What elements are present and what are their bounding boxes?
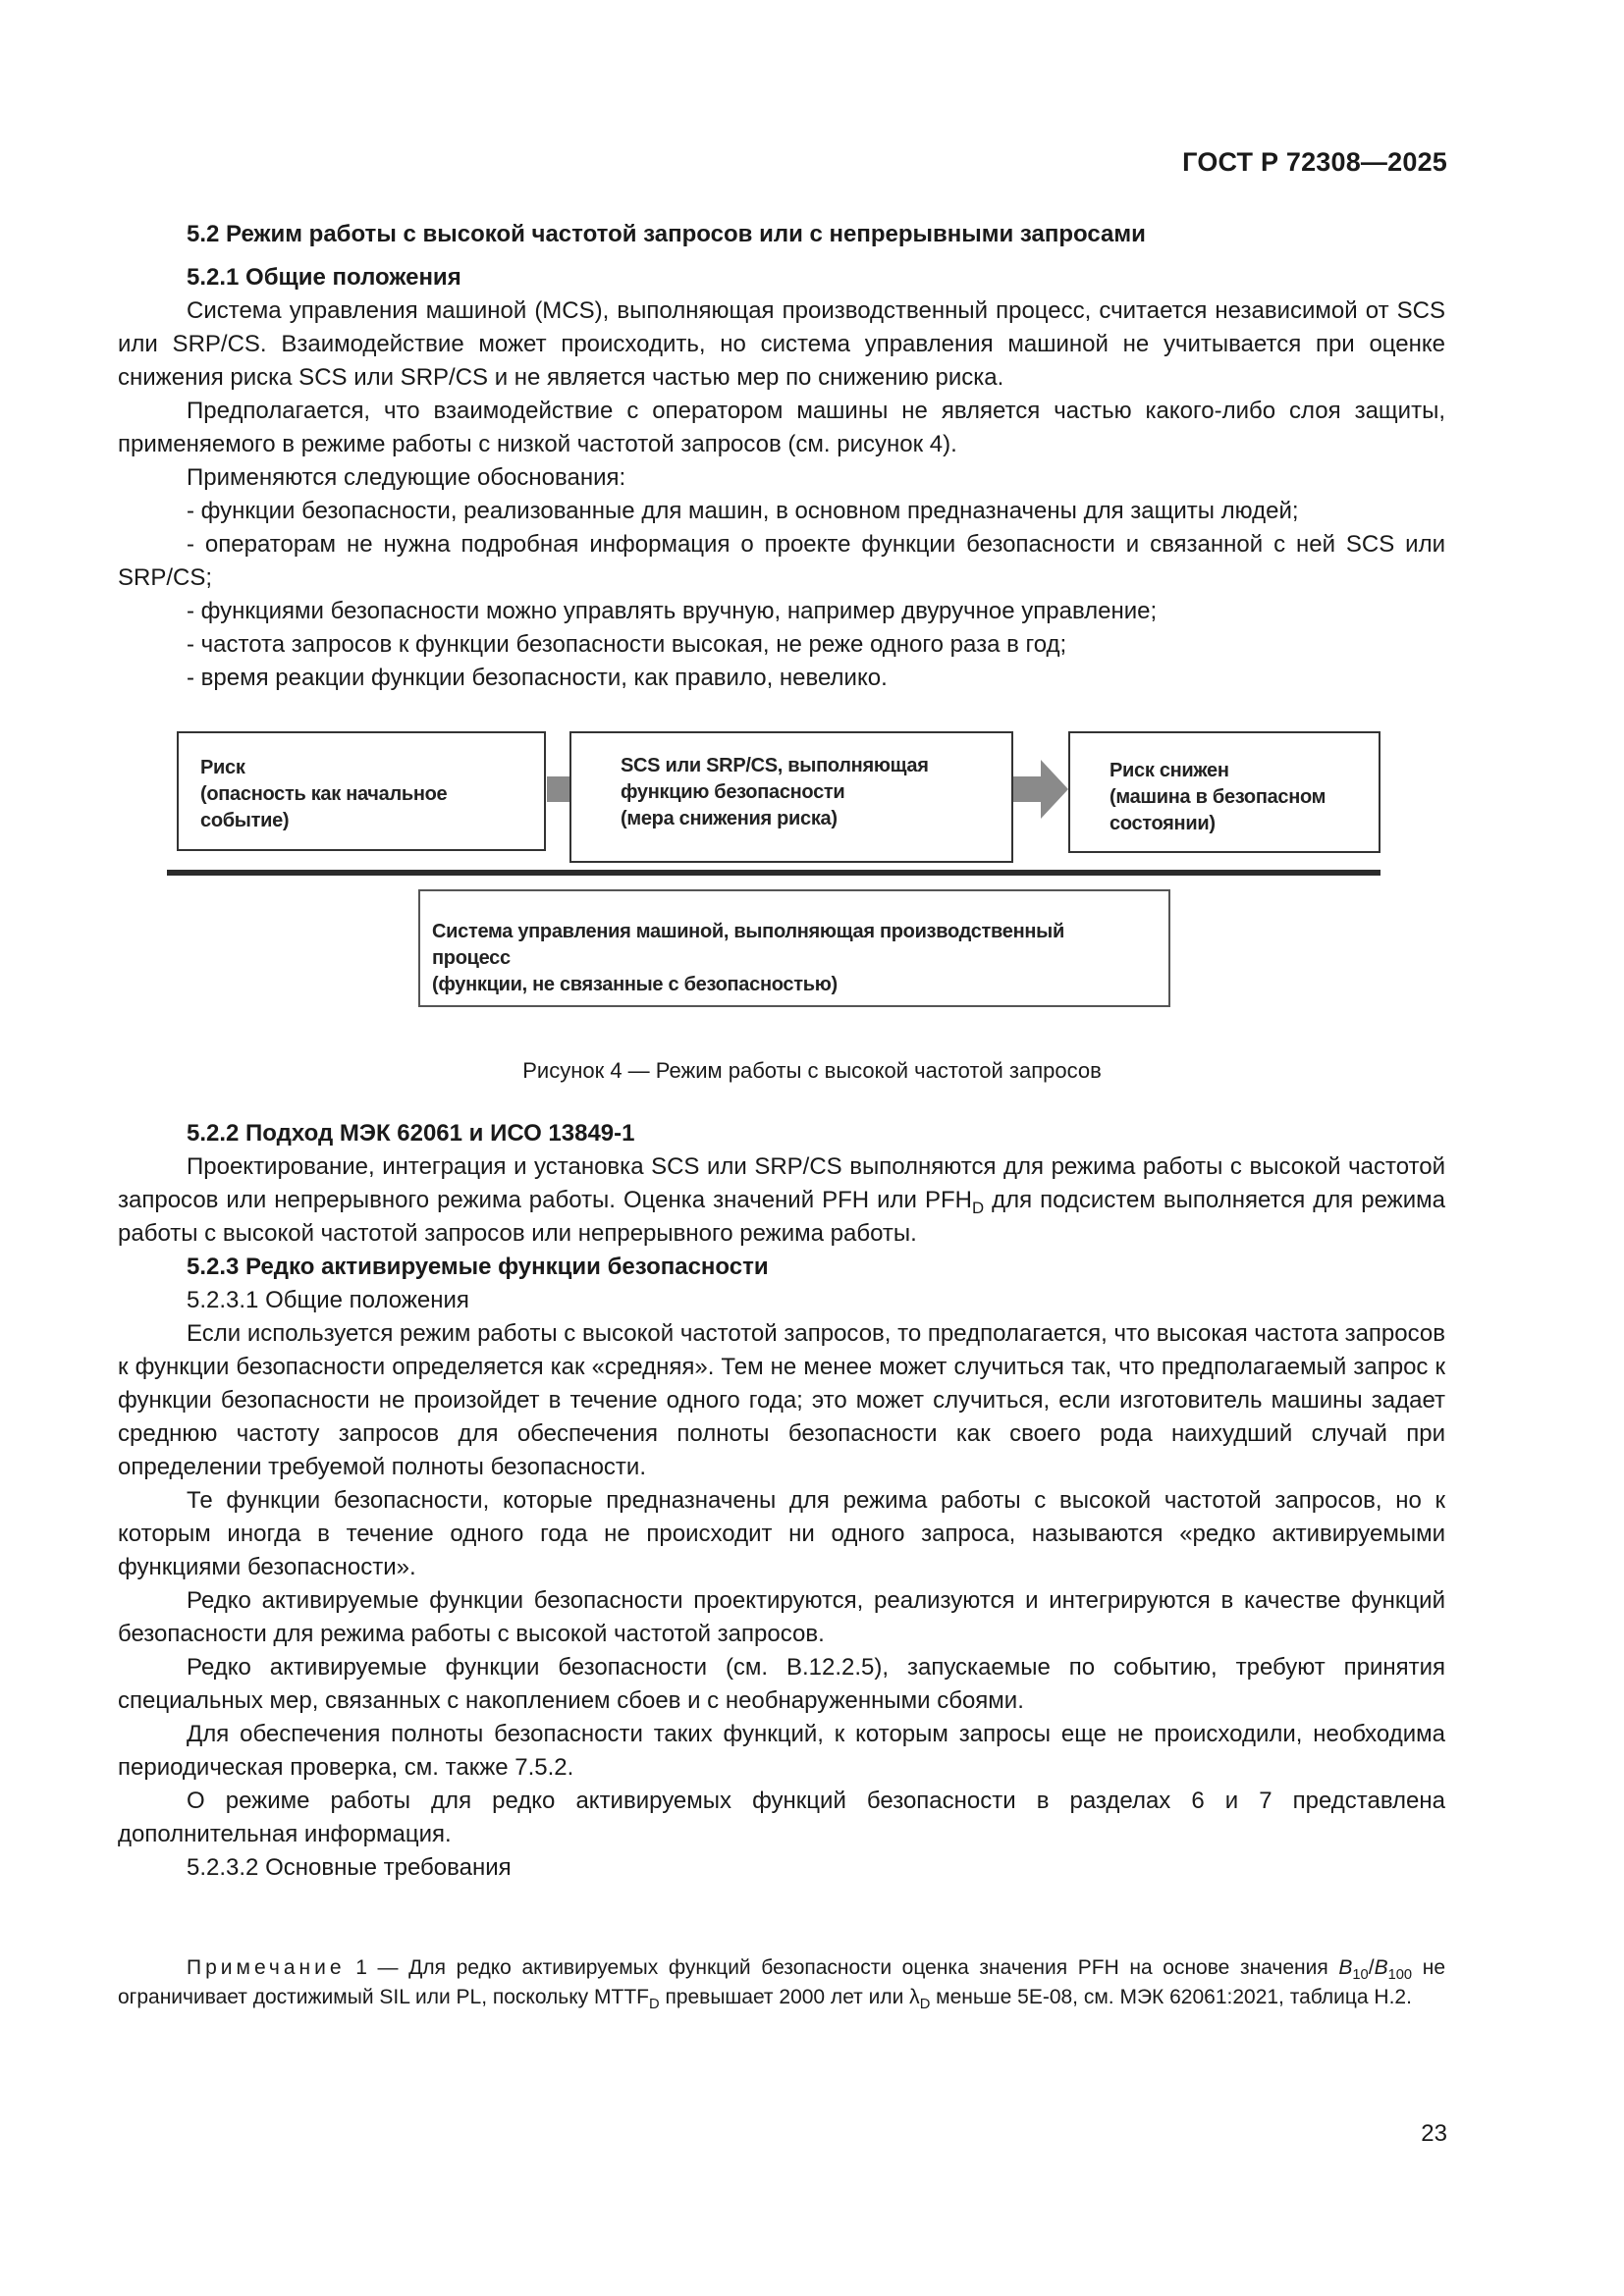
box-line: Система управления машиной, выполняющая производственный (432, 921, 1064, 942)
paragraph: Редко активируемые функции безопасности (см. B.12.2.5), запускаемые по событию, требуют принятия специальных мер, связанных с накоплением сбоев и с необнаруженными сбоями. (118, 1654, 1445, 1714)
subscript: D (649, 1997, 660, 2013)
paragraph (118, 1150, 1445, 1251)
paragraph: Применяются следующие обоснования: (187, 464, 626, 491)
list-item: - функции безопасности, реализованные для машин, в основном предназначены для защиты людей; (187, 498, 1299, 524)
heading-5-2: 5.2 Режим работы с высокой частотой запросов или с непрерывными запросами (187, 221, 1146, 247)
box-line: Риск снижен (1110, 760, 1229, 781)
text-run: для подсистем выполняется для режима работы с высокой частотой запросов или непрерывного режима работы. (118, 1187, 1445, 1247)
diagram-box-mcs (418, 889, 1170, 1007)
box-line: (функции, не связанные с безопасностью) (432, 974, 838, 995)
paragraph: О режиме работы для редко активируемых функций безопасности в разделах 6 и 7 представлена дополнительная информация. (118, 1788, 1445, 1847)
paragraph: Те функции безопасности, которые предназначены для режима работы с высокой частотой запросов, но к которым иногда в течение одного года не происходит ни одного запроса, называются «редко активируемыми функциями безопасности». (118, 1487, 1445, 1580)
figure-caption: Рисунок 4 — Режим работы с высокой частотой запросов (522, 1058, 1102, 1083)
document-header-id: ГОСТ Р 72308—2025 (1182, 147, 1447, 177)
diagram-box-risk-reduced (1068, 731, 1380, 853)
box-line: (мера снижения риска) (621, 808, 838, 829)
paragraph: Для обеспечения полноты безопасности таких функций, к которым запросы еще не происходили, необходима периодическая проверка, см. также 7.5.2. (118, 1721, 1445, 1781)
text-run: B (1338, 1956, 1353, 1979)
subscript: 100 (1387, 1967, 1413, 1984)
subscript: D (919, 1997, 931, 2013)
heading-5-2-3-2: 5.2.3.2 Основные требования (187, 1854, 512, 1881)
heading-5-2-3: 5.2.3 Редко активируемые функции безопасности (187, 1254, 769, 1280)
note-label: Примечание (187, 1956, 346, 1979)
text-run: Проектирование, интеграция и установка SCS или SRP/CS выполняются для режима работы с высокой частотой запросов или непрерывного режима работы. Оценка значений PFH или PFH (118, 1153, 1445, 1213)
diagram-box-risk (177, 731, 546, 851)
box-line: событие) (200, 810, 290, 831)
paragraph: Редко активируемые функции безопасности проектируются, реализуются и интегрируются в качестве функций безопасности для режима работы с высокой частотой запросов. (118, 1587, 1445, 1647)
list-item: - время реакции функции безопасности, как правило, невелико. (187, 665, 888, 691)
paragraph: Предполагается, что взаимодействие с оператором машины не является частью какого-либо слоя защиты, применяемого в режиме работы с низкой частотой запросов (см. рисунок 4). (118, 398, 1445, 457)
box-line: SCS или SRP/CS, выполняющая (621, 755, 929, 776)
heading-5-2-1: 5.2.1 Общие положения (187, 264, 461, 291)
box-line: (опасность как начальное (200, 783, 448, 805)
page-number: 23 (1421, 2120, 1447, 2147)
text-run: / (1368, 1956, 1375, 1979)
text-run: превышает 2000 лет или λ (659, 1986, 920, 2008)
box-line: (машина в безопасном (1110, 786, 1326, 808)
text-run: Для редко активируемых функций безопасности оценка значения PFH на основе значения (398, 1956, 1339, 1979)
text-run: B (1374, 1956, 1388, 1979)
box-line: состоянии) (1110, 813, 1216, 834)
section-5-2-2-and-5-2-3 (118, 1117, 1445, 1885)
paragraph: Если используется режим работы с высокой частотой запросов, то предполагается, что высокая частота запросов к функции безопасности определяется как «средняя». Тем не менее может случиться так, что предполагаемый запрос к функции безопасности не произойдет в течение одного года; это может случиться, если изготовитель машины задает среднюю частоту запросов для обеспечения полноты безопасности как своего рода наихудший случай при определении требуемой полноты безопасности. (118, 1320, 1445, 1480)
list-item: - функциями безопасности можно управлять вручную, например двуручное управление; (187, 598, 1158, 624)
subscript: D (971, 1198, 985, 1217)
box-line: процесс (432, 947, 511, 969)
diagram-separator-line (167, 870, 1380, 876)
heading-5-2-3-1: 5.2.3.1 Общие положения (187, 1287, 469, 1313)
box-line: Риск (200, 757, 245, 778)
note-1 (118, 1953, 1445, 2012)
text-run: не ограничивает достижимый SIL или PL, поскольку MTTF (118, 1956, 1445, 2008)
section-5-2 (118, 218, 1445, 695)
diagram-box-scs (569, 731, 1013, 863)
list-item: - операторам не нужна подробная информация о проекте функции безопасности и связанной с ней SCS или SRP/CS; (118, 531, 1445, 591)
list-item: - частота запросов к функции безопасности высокая, не реже одного раза в год; (187, 631, 1067, 658)
paragraph: Система управления машиной (MCS), выполняющая производственный процесс, считается независимой от SCS или SRP/CS. Взаимодействие может происходить, но система управления машиной не учитывается при оценке снижения риска SCS или SRP/CS и не является частью мер по снижению риска. (118, 297, 1445, 391)
heading-5-2-2: 5.2.2 Подход МЭК 62061 и ИСО 13849-1 (187, 1120, 635, 1147)
note-number: 1 — (355, 1956, 399, 1979)
box-line: функцию безопасности (621, 781, 845, 803)
subscript: 10 (1352, 1967, 1369, 1984)
text-run: меньше 5E-08, см. МЭК 62061:2021, таблица H.2. (930, 1986, 1412, 2008)
